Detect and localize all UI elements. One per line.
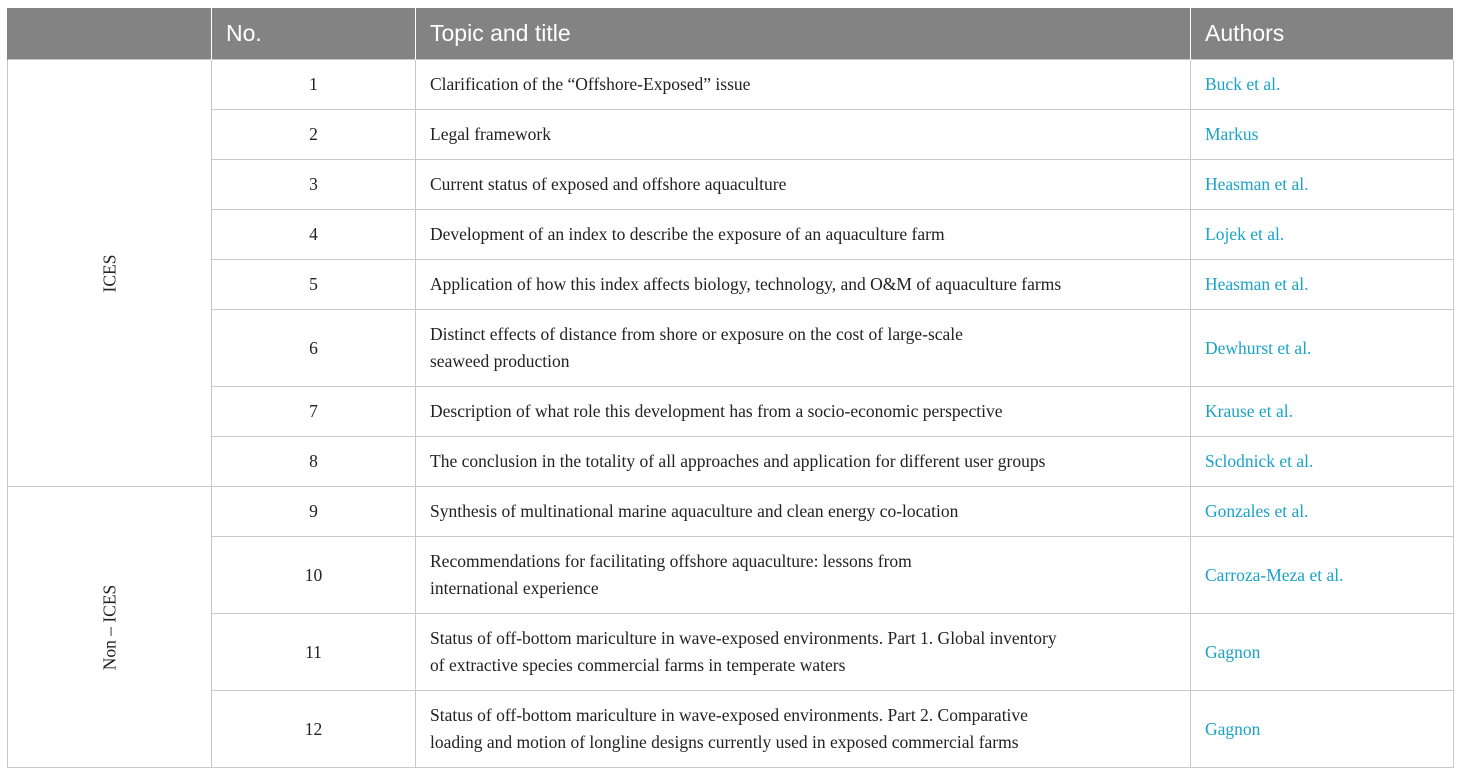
header-row bbox=[8, 8, 1454, 60]
table-row bbox=[8, 437, 1454, 487]
row-topic: Status of off-bottom mariculture in wave-exposed environments. Part 1. Global inventory of extractive species commercial farms in temperate waters bbox=[416, 614, 1191, 691]
row-topic: Current status of exposed and offshore aquaculture bbox=[416, 160, 1191, 210]
row-number: 10 bbox=[212, 537, 416, 614]
row-topic: The conclusion in the totality of all approaches and application for different user groups bbox=[416, 437, 1191, 487]
row-topic: Synthesis of multinational marine aquaculture and clean energy co-location bbox=[416, 487, 1191, 537]
table-row bbox=[8, 537, 1454, 614]
row-number: 5 bbox=[212, 260, 416, 310]
table-row bbox=[8, 110, 1454, 160]
row-number: 7 bbox=[212, 387, 416, 437]
row-topic: Recommendations for facilitating offshore aquaculture: lessons from international experience bbox=[416, 537, 1191, 614]
row-number: 8 bbox=[212, 437, 416, 487]
header-no: No. bbox=[212, 8, 416, 60]
header-group bbox=[8, 8, 212, 60]
row-number: 1 bbox=[212, 60, 416, 110]
row-number: 2 bbox=[212, 110, 416, 160]
table-row bbox=[8, 691, 1454, 768]
row-number: 12 bbox=[212, 691, 416, 768]
table-row bbox=[8, 614, 1454, 691]
row-number: 3 bbox=[212, 160, 416, 210]
table-row bbox=[8, 160, 1454, 210]
row-authors-link[interactable]: Heasman et al. bbox=[1191, 260, 1454, 310]
group-label: Non – ICES bbox=[99, 584, 119, 670]
row-topic: Application of how this index affects biology, technology, and O&M of aquaculture farms bbox=[416, 260, 1191, 310]
row-authors-link[interactable]: Carroza-Meza et al. bbox=[1191, 537, 1454, 614]
table-row bbox=[8, 487, 1454, 537]
row-authors-link[interactable]: Lojek et al. bbox=[1191, 210, 1454, 260]
table-row bbox=[8, 210, 1454, 260]
header-authors: Authors bbox=[1191, 8, 1454, 60]
row-authors-link[interactable]: Sclodnick et al. bbox=[1191, 437, 1454, 487]
group-label: ICES bbox=[99, 254, 119, 292]
topics-table bbox=[7, 8, 1454, 768]
row-topic: Distinct effects of distance from shore or exposure on the cost of large-scale seaweed production bbox=[416, 310, 1191, 387]
row-authors-link[interactable]: Krause et al. bbox=[1191, 387, 1454, 437]
row-topic: Clarification of the “Offshore-Exposed” issue bbox=[416, 60, 1191, 110]
row-authors-link[interactable]: Gagnon bbox=[1191, 614, 1454, 691]
row-number: 9 bbox=[212, 487, 416, 537]
row-topic: Description of what role this development has from a socio-economic perspective bbox=[416, 387, 1191, 437]
group-cell-ices bbox=[8, 60, 212, 487]
table-row bbox=[8, 387, 1454, 437]
row-topic: Legal framework bbox=[416, 110, 1191, 160]
row-topic: Status of off-bottom mariculture in wave-exposed environments. Part 2. Comparative loading and motion of longline designs currently used in exposed commercial farms bbox=[416, 691, 1191, 768]
row-number: 6 bbox=[212, 310, 416, 387]
table-row bbox=[8, 260, 1454, 310]
table-row bbox=[8, 310, 1454, 387]
row-number: 11 bbox=[212, 614, 416, 691]
row-authors-link[interactable]: Markus bbox=[1191, 110, 1454, 160]
row-authors-link[interactable]: Buck et al. bbox=[1191, 60, 1454, 110]
row-number: 4 bbox=[212, 210, 416, 260]
group-cell-non-ices bbox=[8, 487, 212, 768]
row-topic: Development of an index to describe the exposure of an aquaculture farm bbox=[416, 210, 1191, 260]
header-topic: Topic and title bbox=[416, 8, 1191, 60]
row-authors-link[interactable]: Gonzales et al. bbox=[1191, 487, 1454, 537]
row-authors-link[interactable]: Gagnon bbox=[1191, 691, 1454, 768]
row-authors-link[interactable]: Dewhurst et al. bbox=[1191, 310, 1454, 387]
table-row bbox=[8, 60, 1454, 110]
row-authors-link[interactable]: Heasman et al. bbox=[1191, 160, 1454, 210]
